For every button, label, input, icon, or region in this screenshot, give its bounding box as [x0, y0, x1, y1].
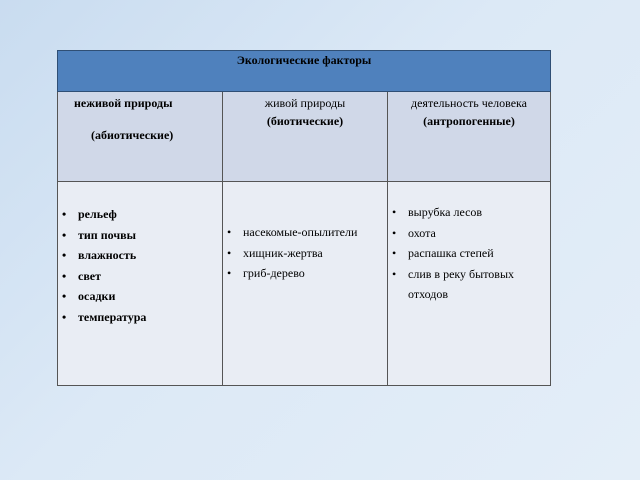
col-abiotic-title-1: неживой природы — [74, 96, 173, 110]
table-header-title: Экологические факторы — [236, 53, 372, 67]
table-header-band — [57, 50, 551, 92]
abiotic-list — [58, 204, 222, 327]
biotic-list — [223, 222, 387, 284]
list-item: • тип почвы — [58, 225, 222, 246]
ecological-factors-table — [57, 50, 551, 386]
col-body-biotic — [222, 182, 387, 386]
list-item: • вырубка лесов — [388, 202, 542, 223]
list-item: • распашка степей — [388, 243, 542, 264]
col-body-abiotic — [57, 182, 222, 386]
anthropogenic-list — [388, 202, 550, 305]
col-header-abiotic-sub — [57, 128, 222, 182]
list-item: • гриб-дерево — [223, 263, 387, 284]
list-item: • осадки — [58, 286, 222, 307]
list-item: • рельеф — [58, 204, 222, 225]
col-body-anthropogenic — [387, 182, 551, 386]
col-biotic-title-2: (биотические) — [266, 114, 344, 128]
col-anthropogenic-title-1: деятельность человека — [411, 96, 527, 110]
list-item: • охота — [388, 223, 542, 244]
list-item: • насекомые-опылители — [223, 222, 387, 243]
col-anthropogenic-title-2: (антропогенные) — [423, 114, 515, 128]
col-biotic-title-1: живой природы — [264, 96, 346, 110]
col-abiotic-title-2: (абиотические) — [91, 128, 174, 142]
col-header-biotic — [222, 92, 387, 182]
list-item: • хищник-жертва — [223, 243, 387, 264]
list-item: • температура — [58, 307, 222, 328]
list-item: • свет — [58, 266, 222, 287]
list-item: • влажность — [58, 245, 222, 266]
col-header-anthropogenic — [387, 92, 551, 182]
list-item: • слив в реку бытовых отходов — [388, 264, 542, 305]
